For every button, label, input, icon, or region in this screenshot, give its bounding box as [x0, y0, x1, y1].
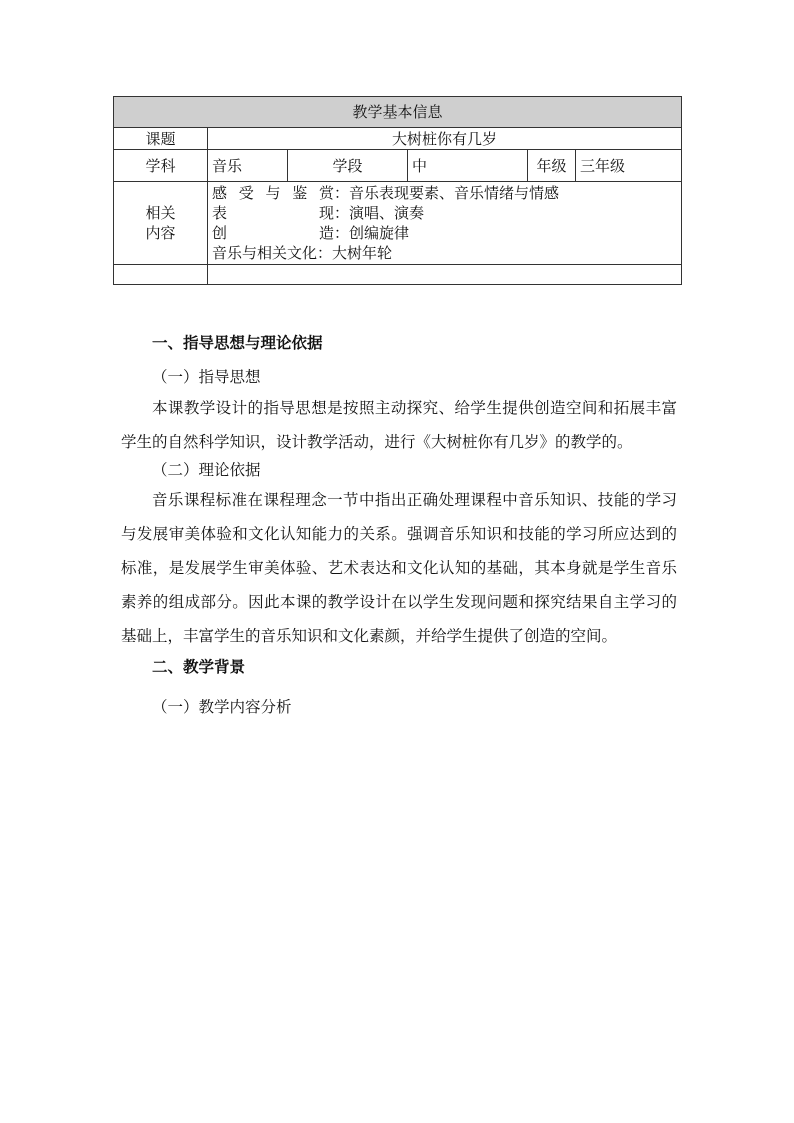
key-char: 创 [212, 224, 228, 242]
table-title: 教学基本信息 [114, 97, 682, 128]
related-line-4 [212, 243, 677, 263]
key-char: 现 [318, 204, 334, 222]
related-line-3-key [212, 223, 334, 243]
related-line-1-key [212, 183, 334, 203]
related-line-1-value: 音乐表现要素、音乐情绪与情感 [349, 184, 560, 202]
key-char: 感 [212, 184, 228, 202]
basic-info-table [113, 96, 682, 285]
colon: ： [334, 184, 350, 202]
related-line-3 [212, 223, 677, 243]
section2-heading: 二、教学背景 [152, 658, 246, 676]
stage-label: 学段 [288, 150, 408, 182]
key-char: 赏 [318, 184, 334, 202]
related-label [114, 182, 208, 265]
empty-cell [208, 265, 682, 285]
key-char: 受 [238, 184, 254, 202]
grade-value: 三年级 [576, 150, 682, 182]
section1-heading: 一、指导思想与理论依据 [152, 334, 323, 352]
key-char: 与 [265, 184, 281, 202]
related-line-4-key: 音乐与相关文化： [212, 244, 333, 262]
section1-para2: 音乐课程标准在课程理念一节中指出正确处理课程中音乐知识、技能的学习与发展审美体验和文化认知能力的关系。强调音乐知识和技能的学习所应达到的标准，是发展学生审美体验、艺术表达和文化认知的基础，其本身就是学生音乐素养的组成部分。因此本课的教学设计在以学生发现问题和探究结果自主学习的基础上，丰富学生的音乐知识和文化素颜，并给学生提供了创造的空间。 [121, 491, 677, 645]
related-line-2 [212, 203, 677, 223]
related-label-line-2: 内容 [145, 224, 176, 242]
section2-sub1: （一）教学内容分析 [152, 698, 292, 716]
section1-sub2: （二）理论依据 [152, 461, 261, 479]
related-line-4-value: 大树年轮 [332, 244, 393, 262]
subject-label: 学科 [114, 150, 208, 182]
topic-value: 大树桩你有几岁 [208, 128, 682, 150]
section1-para1: 本课教学设计的指导思想是按照主动探究、给学生提供创造空间和拓展丰富学生的自然科学知识，设计教学活动，进行《大树桩你有几岁》的教学的。 [121, 399, 677, 451]
related-line-2-key [212, 203, 334, 223]
stage-value: 中 [408, 150, 528, 182]
colon: ： [334, 204, 350, 222]
key-char: 造 [318, 224, 334, 242]
key-char: 表 [212, 204, 228, 222]
related-line-3-value: 创编旋律 [349, 224, 410, 242]
related-line-1 [212, 183, 677, 203]
empty-cell [114, 265, 208, 285]
related-label-line-1: 相关 [145, 204, 176, 222]
section1-sub1: （一）指导思想 [152, 368, 261, 386]
related-line-2-value: 演唱、演奏 [349, 204, 425, 222]
subject-value: 音乐 [208, 150, 288, 182]
topic-label: 课题 [114, 128, 208, 150]
grade-label: 年级 [528, 150, 576, 182]
key-char: 鉴 [292, 184, 308, 202]
colon: ： [334, 224, 350, 242]
related-content [208, 182, 682, 265]
